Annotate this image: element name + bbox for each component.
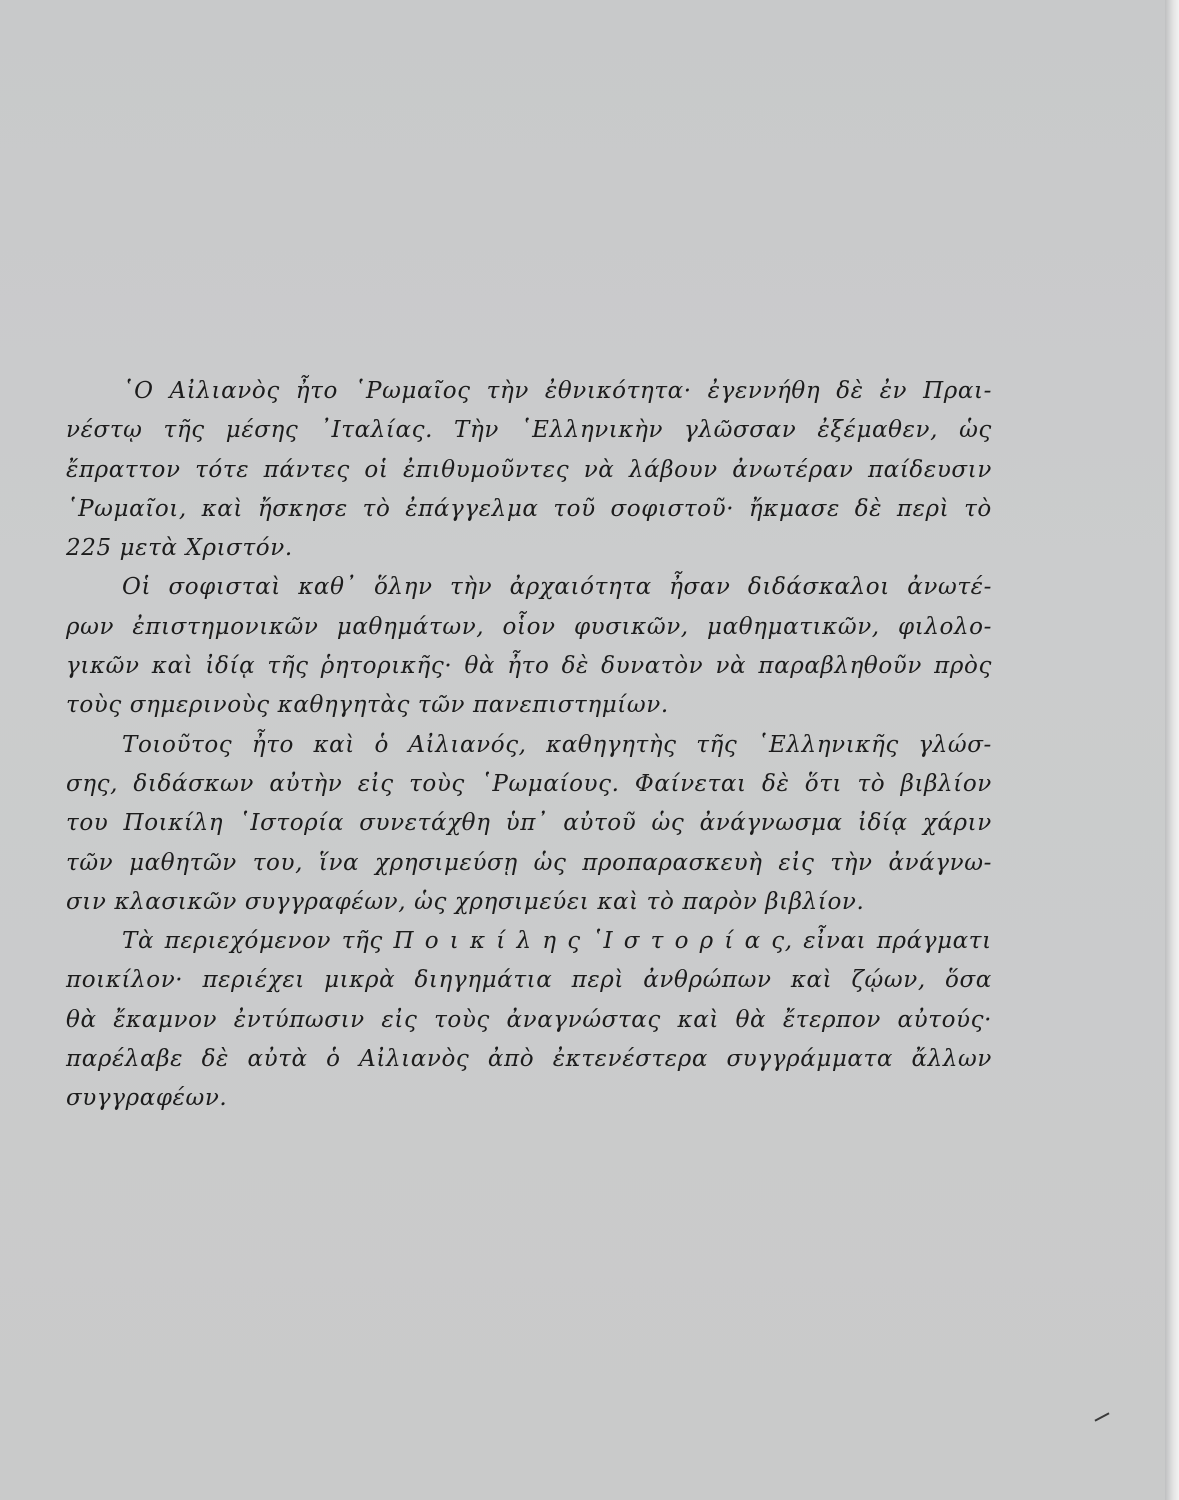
word: ἐπάγγελμα xyxy=(405,495,539,522)
word: διδάσκαλοι xyxy=(747,574,890,601)
word: θὰ xyxy=(735,1006,767,1033)
word: ῾Ελληνικὴν xyxy=(519,417,664,444)
word: ὅτι xyxy=(804,770,843,797)
word: περιέχει xyxy=(202,967,305,994)
word: ο xyxy=(424,928,440,955)
word: ῾Ρωμαίους. xyxy=(480,770,620,797)
word: ζῴων, xyxy=(851,967,926,994)
text-line xyxy=(66,411,992,450)
word: α xyxy=(744,928,761,955)
word: παρέλαβε xyxy=(66,1046,184,1073)
word: παίδευσιν xyxy=(867,456,992,483)
word: καὶ xyxy=(790,967,833,994)
body-text xyxy=(66,372,992,1119)
word: τοὺς xyxy=(434,1006,490,1033)
word: καθ᾿ xyxy=(298,574,357,601)
word: ἦτο xyxy=(295,378,338,404)
word: πράγματι xyxy=(876,928,992,955)
word: σοφισταὶ xyxy=(168,574,281,601)
word: προπαρασκευὴ xyxy=(582,849,763,876)
text-line xyxy=(66,804,992,843)
word: ὅσα xyxy=(945,967,992,994)
word: τῆς xyxy=(267,653,309,680)
word: τὴν xyxy=(449,574,493,601)
word: γλώσ- xyxy=(918,731,992,758)
word: λάβουν xyxy=(628,456,718,483)
word: ἐθνικότητα· xyxy=(544,378,692,404)
word: ἀρχαιότητα xyxy=(509,574,652,601)
word: ἀνωτέραν xyxy=(732,456,854,483)
word: Πραι- xyxy=(923,378,992,404)
text-line xyxy=(66,647,992,686)
word: ρων xyxy=(66,613,115,640)
text-line xyxy=(66,568,992,607)
word: του xyxy=(66,810,109,837)
word: αὐτούς· xyxy=(897,1006,992,1033)
text-line xyxy=(66,1001,992,1040)
word: τὸ xyxy=(857,770,886,797)
word: δὲ xyxy=(762,770,790,797)
word: αὐτὰ xyxy=(247,1046,308,1073)
word: τῆς xyxy=(163,417,205,444)
word: ἔτερπον xyxy=(782,1006,881,1033)
word: ἀνάγνωσμα xyxy=(699,810,843,837)
word: τοὺς xyxy=(409,770,465,797)
text-line: τοὺς σημερινοὺς καθηγητὰς τῶν πανεπιστημίων. xyxy=(66,692,669,719)
word: νὰ xyxy=(715,653,747,680)
word: αὐτὴν xyxy=(269,770,343,797)
word: ῾Ελληνικῆς xyxy=(756,731,899,758)
word: τοῦ xyxy=(553,495,596,522)
word: ἀναγνώστας xyxy=(506,1006,661,1033)
word: Τοιοῦτος xyxy=(122,731,233,758)
word: ἵνα xyxy=(318,849,360,876)
text-line: συγγραφέων. xyxy=(66,1085,228,1112)
word: Τὴν xyxy=(454,417,499,444)
word: τῶν xyxy=(66,849,114,876)
word: ἀνάγνω- xyxy=(888,849,992,876)
word: ἄλλων xyxy=(911,1046,992,1073)
word: καὶ xyxy=(151,653,194,680)
word: δὲ xyxy=(201,1046,229,1073)
word: τ xyxy=(650,928,664,955)
text-line: σιν κλασικῶν συγγραφέων, ὡς χρησιμεύει καὶ τὸ παρὸν βιβλίον. xyxy=(66,888,865,915)
word: διδάσκων xyxy=(133,770,254,797)
word: περὶ xyxy=(571,967,625,994)
word: μέσης xyxy=(225,417,299,444)
page-edge-shadow xyxy=(1165,0,1179,1500)
word: ἐγεννήθη xyxy=(707,378,821,404)
word: ἔπραττον xyxy=(66,456,181,483)
word: ς xyxy=(567,928,581,955)
word: Π xyxy=(393,928,415,955)
word: Αἰλιανός, xyxy=(408,731,527,758)
word: ῾Ο xyxy=(122,378,154,404)
word: ἀπὸ xyxy=(487,1046,535,1073)
word: χρησιμεύσῃ xyxy=(375,849,518,876)
text-line xyxy=(66,490,992,529)
word: τότε xyxy=(195,456,250,483)
text-line xyxy=(66,961,992,1000)
word: γικῶν xyxy=(66,653,140,680)
text-line xyxy=(66,608,992,647)
word: σης, xyxy=(66,770,119,797)
word: ἰδίᾳ xyxy=(857,810,908,837)
word: Φαίνεται xyxy=(634,770,747,797)
word: σ xyxy=(623,928,641,955)
text-line xyxy=(66,372,992,411)
word: καὶ xyxy=(201,495,244,522)
word: γλῶσσαν xyxy=(684,417,797,444)
word: βιβλίον xyxy=(900,770,992,797)
word: τὸ xyxy=(362,495,391,522)
word: ἦσαν xyxy=(669,574,731,601)
word: οἷον xyxy=(502,613,556,640)
word: συγγράμματα xyxy=(726,1046,894,1073)
word: ἦτο xyxy=(507,653,550,680)
word: μικρὰ xyxy=(324,967,396,994)
word: χάριν xyxy=(922,810,992,837)
word: σοφιστοῦ· xyxy=(610,495,735,522)
word: ῾Ρωμαῖοι, xyxy=(66,495,187,522)
word: εἶναι xyxy=(803,928,867,955)
word: μαθηματικῶν, xyxy=(707,613,880,640)
word: ἐπιστημονικῶν xyxy=(132,613,319,640)
word: μαθητῶν xyxy=(129,849,237,876)
word: φυσικῶν, xyxy=(573,613,689,640)
text-line xyxy=(66,1040,992,1079)
word: δυνατὸν xyxy=(601,653,704,680)
word: λ xyxy=(516,928,532,955)
text-line xyxy=(66,765,992,804)
text-line xyxy=(66,726,992,765)
text-line: 225 μετὰ Χριστόν. xyxy=(66,535,293,562)
word: ἐντύπωσιν xyxy=(233,1006,365,1033)
word: πάντες xyxy=(263,456,350,483)
word: εἰς xyxy=(381,1006,418,1033)
word: πρὸς xyxy=(934,653,992,680)
word: τῆς xyxy=(341,928,383,955)
word: ᾿Ιταλίας. xyxy=(319,417,434,444)
word: ῥητορικῆς· xyxy=(320,653,453,680)
text-line xyxy=(66,451,992,490)
word: δὲ xyxy=(854,495,883,522)
word: ο xyxy=(674,928,690,955)
word: η xyxy=(542,928,557,955)
word: φιλολο- xyxy=(898,613,992,640)
word: Αἰλιανὸς xyxy=(359,1046,470,1073)
word: νὰ xyxy=(583,456,615,483)
word: ἤσκησε xyxy=(257,495,348,522)
word: μαθημάτων, xyxy=(336,613,485,640)
word: Τὰ xyxy=(122,928,155,955)
word: ῾Ρωμαῖος xyxy=(353,378,471,404)
word: ἤκμασε xyxy=(748,495,840,522)
word: ι xyxy=(449,928,460,955)
word: περιεχόμενον xyxy=(164,928,332,955)
word: ἐπιθυμοῦντες xyxy=(402,456,570,483)
word: περὶ xyxy=(896,495,950,522)
word: ς, xyxy=(771,928,793,955)
word: ποικίλον· xyxy=(66,967,184,994)
word: δὲ xyxy=(836,378,864,404)
word: ρ xyxy=(699,928,714,955)
word: ἰδίᾳ xyxy=(205,653,256,680)
word: τῆς xyxy=(696,731,738,758)
word: ὡς xyxy=(651,810,685,837)
word: Αἰλιανὸς xyxy=(169,378,280,404)
word: Οἱ xyxy=(122,574,152,601)
word: συνετάχθη xyxy=(359,810,491,837)
word: ἀνθρώπων xyxy=(643,967,772,994)
word: παραβληθοῦν xyxy=(758,653,922,680)
word: ὁ xyxy=(326,1046,341,1073)
word: ἔκαμνον xyxy=(113,1006,218,1033)
word: θὰ xyxy=(464,653,496,680)
word: ὅλην xyxy=(373,574,433,601)
word: εἰς xyxy=(357,770,394,797)
word: ἐν xyxy=(879,378,908,404)
word: εἰς xyxy=(778,849,815,876)
text-line xyxy=(66,844,992,883)
text-line xyxy=(66,922,992,961)
word: ὁ xyxy=(374,731,389,758)
word: ἐκτενέστερα xyxy=(552,1046,708,1073)
word: τὴν xyxy=(486,378,529,404)
word: δὲ xyxy=(561,653,589,680)
word: οἱ xyxy=(364,456,389,483)
word: ῾Ιστορία xyxy=(238,810,345,837)
pencil-mark xyxy=(1094,1412,1109,1421)
word: ί xyxy=(496,928,506,955)
word: ἐξέμαθεν, xyxy=(817,417,939,444)
word: Ποικίλη xyxy=(123,810,224,837)
word: του, xyxy=(252,849,303,876)
word: ὡς xyxy=(533,849,567,876)
word: ἀνωτέ- xyxy=(907,574,992,601)
word: διηγημάτια xyxy=(414,967,553,994)
word: νέστῳ xyxy=(66,417,143,444)
word: καὶ xyxy=(313,731,355,758)
word: ί xyxy=(724,928,734,955)
word: θὰ xyxy=(66,1006,97,1033)
word: ἦτο xyxy=(251,731,294,758)
word: ὑπ᾿ xyxy=(505,810,549,837)
word: αὐτοῦ xyxy=(563,810,637,837)
word: τὸ xyxy=(964,495,992,522)
word: κ xyxy=(470,928,486,955)
word: τὴν xyxy=(830,849,873,876)
word: ὡς xyxy=(959,417,992,444)
word: καὶ xyxy=(677,1006,719,1033)
word: ῾Ι xyxy=(591,928,614,955)
word: καθηγητὴς xyxy=(546,731,677,758)
